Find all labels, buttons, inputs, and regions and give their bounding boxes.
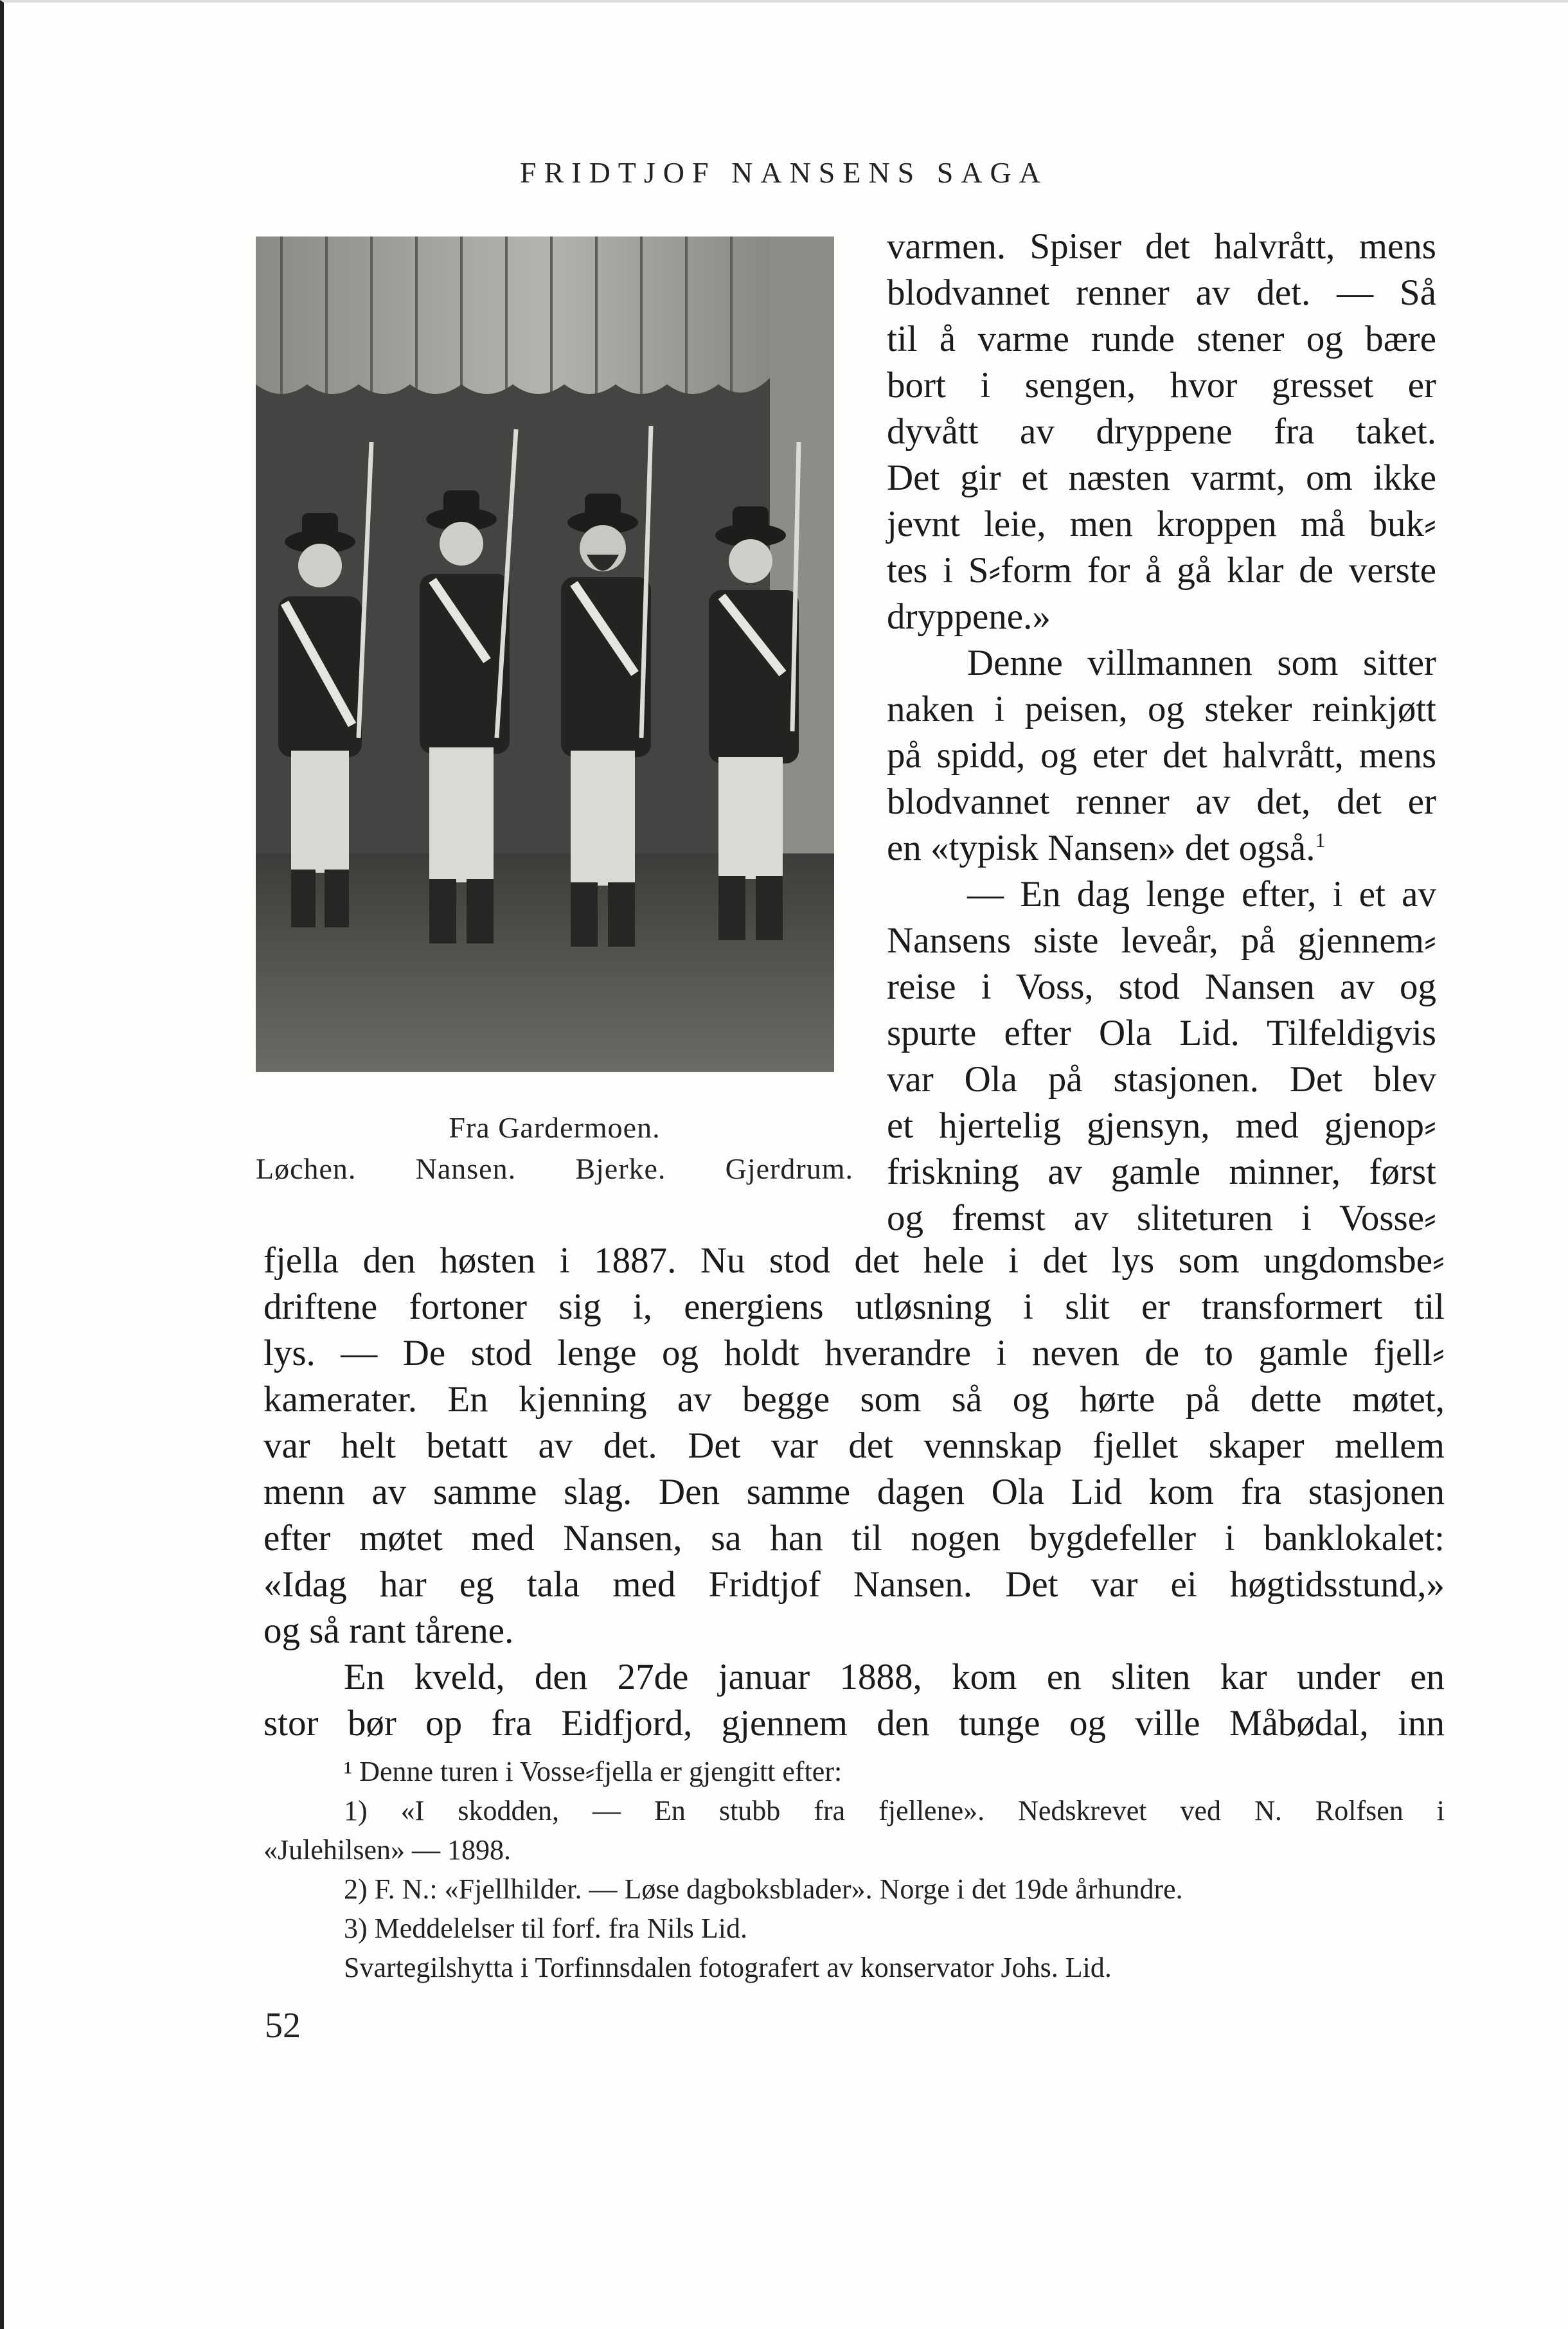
text-line: «Idag har eg tala med Fridtjof Nansen. Det var ei høgtidsstund,» <box>263 1564 1445 1605</box>
text-line: dyvått av dryppene fra taket. <box>887 411 1436 452</box>
text-line: friskning av gamle minner, først <box>887 1152 1436 1192</box>
text-line: naken i peisen, og steker reinkjøtt <box>887 689 1436 729</box>
text-line: menn av samme slag. Den samme dagen Ola Lid kom fra stasjonen <box>263 1472 1445 1512</box>
text-line: fjella den høsten i 1887. Nu stod det hele i det lys som ungdomsbe⸗ <box>263 1240 1445 1281</box>
photo-caption-title: Fra Gardermoen. <box>449 1111 661 1144</box>
text-line: på spidd, og eter det halvrått, mens <box>887 735 1436 776</box>
text-line: En kveld, den 27de januar 1888, kom en sliten kar under en <box>344 1657 1445 1697</box>
text-line: — En dag lenge efter, i et av <box>967 874 1436 915</box>
caption-name: Gjerdrum. <box>725 1152 853 1185</box>
text-line: bort i sengen, hvor gresset er <box>887 365 1436 406</box>
text-line: og fremst av sliteturen i Vosse⸗ <box>887 1198 1436 1238</box>
text-line: var Ola på stasjonen. Det blev <box>887 1059 1436 1100</box>
text-line: dryppene.» <box>887 596 1051 637</box>
text-line: Nansens siste leveår, på gjennem⸗ <box>887 920 1436 961</box>
caption-name: Nansen. <box>415 1152 517 1185</box>
footnote-line: Svartegilshytta i Torfinnsdalen fotografert av konservator Johs. Lid. <box>344 1952 1112 1983</box>
footnotes <box>263 1752 1445 1987</box>
footnote-line: ¹ Denne turen i Vosse⸗fjella er gjengitt efter: <box>344 1756 842 1787</box>
text-line: et hjertelig gjensyn, med gjenop⸗ <box>887 1105 1436 1146</box>
text-line: driftene fortoner sig i, energiens utløsning i slit er transformert til <box>263 1287 1445 1327</box>
caption-name: Løchen. <box>256 1152 357 1185</box>
right-column-text <box>887 224 1436 1242</box>
text-line: kamerater. En kjenning av begge som så og hørte på dette møtet, <box>263 1379 1445 1420</box>
text-line: tes i S⸗form for å gå klar de verste <box>887 550 1436 591</box>
text-line: blodvannet renner av det, det er <box>887 781 1436 822</box>
photo-caption-names <box>256 1152 853 1186</box>
footnote-line: «Julehilsen» — 1898. <box>263 1834 511 1866</box>
text-line: til å varme runde stener og bære <box>887 319 1436 359</box>
caption-name: Bjerke. <box>575 1152 666 1185</box>
text-line: en «typisk Nansen» det også. <box>887 828 1315 868</box>
text-line: spurte efter Ola Lid. Tilfeldigvis <box>887 1013 1436 1053</box>
text-line: var helt betatt av det. Det var det vennskap fjellet skaper mellem <box>263 1425 1445 1466</box>
text-line: Denne villmannen som sitter <box>967 643 1436 683</box>
text-line: jevnt leie, men kroppen må buk⸗ <box>887 504 1436 544</box>
full-width-text <box>263 1238 1445 1747</box>
page-number: 52 <box>265 2006 301 2046</box>
footnote-line: 1) «I skodden, — En stubb fra fjellene». Nedskrevet ved N. Rolfsen i <box>344 1795 1445 1826</box>
photograph-four-soldiers <box>256 236 834 1072</box>
text-line: stor bør op fra Eidfjord, gjennem den tunge og ville Måbødal, inn <box>263 1703 1445 1744</box>
text-line: reise i Voss, stod Nansen av og <box>887 967 1436 1007</box>
text-line: Det gir et næsten varmt, om ikke <box>887 458 1436 498</box>
text-line: varmen. Spiser det halvrått, mens <box>887 226 1436 267</box>
text-line: blodvannet renner av det. — Så <box>887 272 1436 313</box>
text-line: efter møtet med Nansen, sa han til nogen bygdefeller i banklokalet: <box>263 1518 1445 1558</box>
text-line-with-footnote <box>887 825 1436 871</box>
text-line: og så rant tårene. <box>263 1611 514 1651</box>
footnote-marker: 1 <box>1315 828 1326 852</box>
running-head: FRIDTJOF NANSENS SAGA <box>520 156 1048 189</box>
text-line: lys. — De stod lenge og holdt hverandre i neven de to gamle fjell⸗ <box>263 1333 1445 1373</box>
footnote-line: 2) F. N.: «Fjellhilder. — Løse dagboksblader». Norge i det 19de århundre. <box>344 1873 1183 1905</box>
footnote-line: 3) Meddelelser til forf. fra Nils Lid. <box>344 1913 748 1944</box>
